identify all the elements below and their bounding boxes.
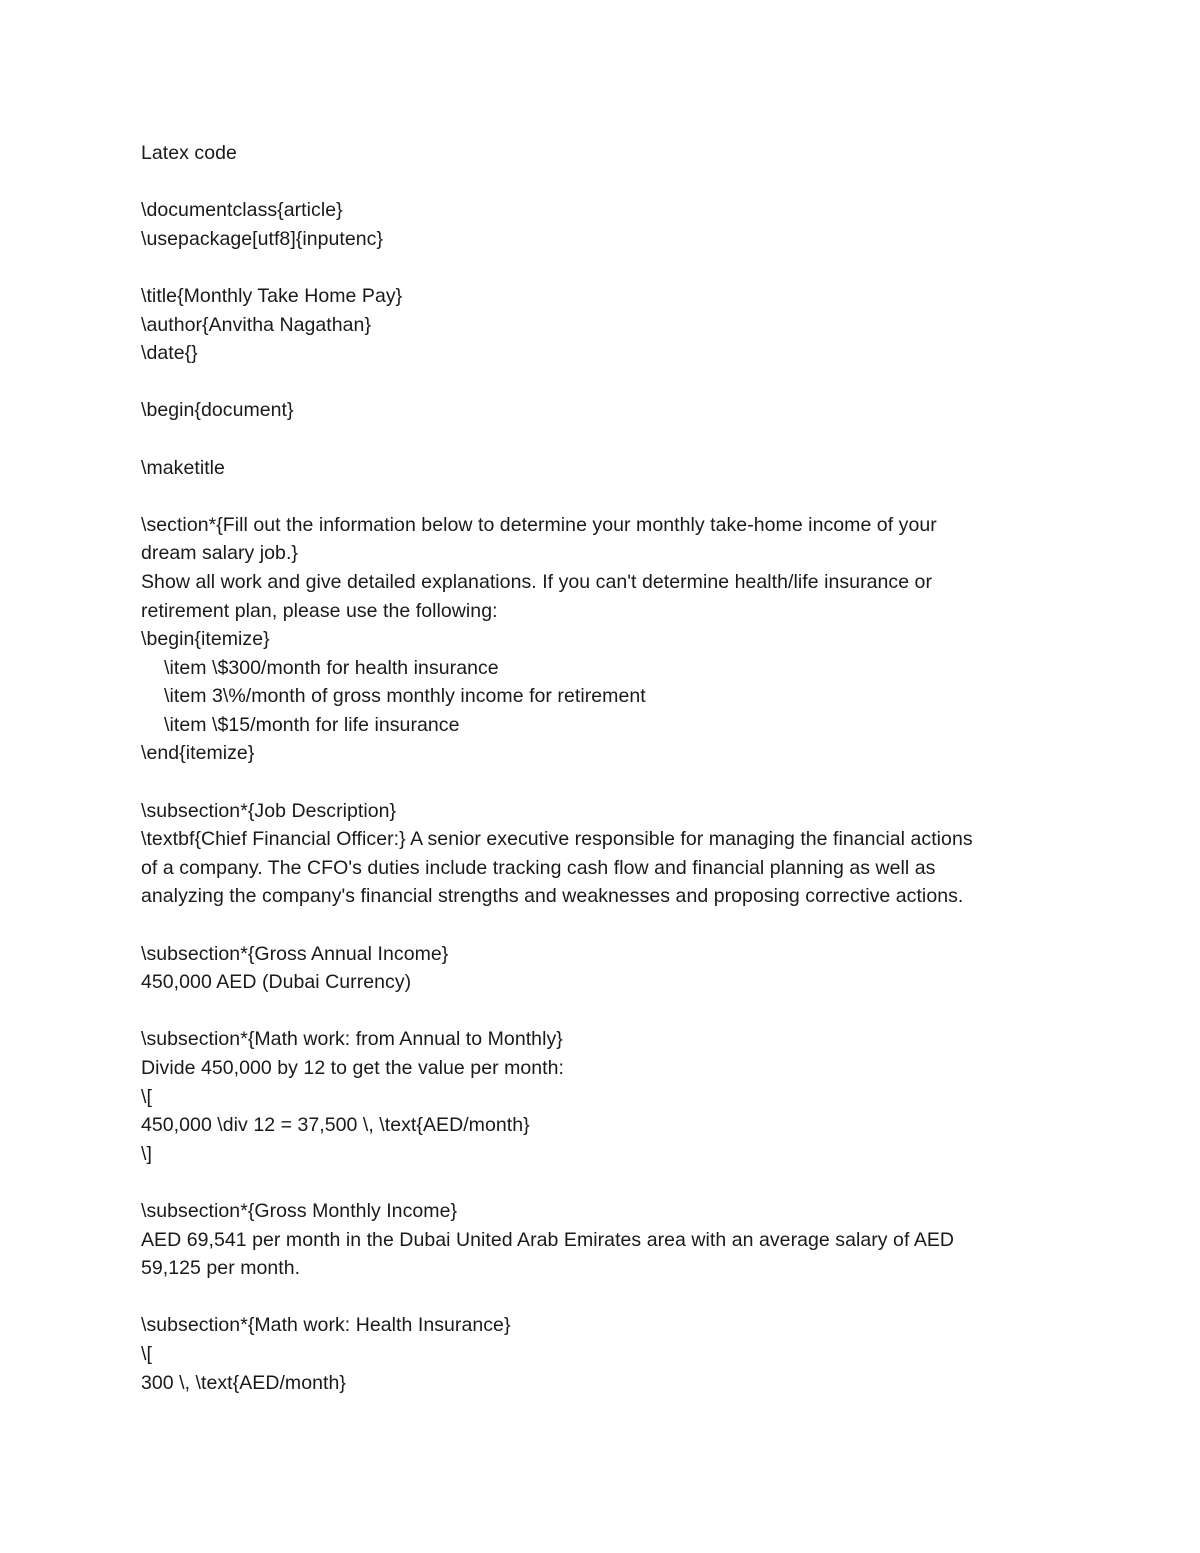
text-line: \maketitle xyxy=(141,456,225,479)
text-line: \begin{itemize} xyxy=(141,628,270,651)
blank-line xyxy=(141,997,1081,1026)
text-line: \item \$300/month for health insurance xyxy=(164,656,499,679)
text-line: \textbf{Chief Financial Officer:} A senior executive responsible for managing the financial actions xyxy=(141,828,973,851)
text-line: \subsection*{Math work: from Annual to Monthly} xyxy=(141,1028,563,1051)
text-line: \begin{document} xyxy=(141,399,294,422)
blank-line xyxy=(141,1283,1081,1312)
blank-line xyxy=(141,482,1081,511)
text-line: Latex code xyxy=(141,142,237,164)
text-line: \author{Anvitha Nagathan} xyxy=(141,313,372,336)
blank-line xyxy=(141,911,1081,940)
text-line: \subsection*{Job Description} xyxy=(141,799,397,822)
document-body xyxy=(141,139,1081,1397)
blank-line xyxy=(141,425,1081,454)
blank-line xyxy=(141,768,1081,797)
text-line: \documentclass{article} xyxy=(141,199,343,222)
text-line: of a company. The CFO's duties include tracking cash flow and financial planning as well as xyxy=(141,856,936,879)
text-line: \end{itemize} xyxy=(141,742,255,765)
text-line: \] xyxy=(141,1142,152,1165)
blank-line xyxy=(141,368,1081,397)
text-line: \subsection*{Gross Annual Income} xyxy=(141,942,449,965)
text-line: \[ xyxy=(141,1085,152,1108)
text-line: \item 3\%/month of gross monthly income for retirement xyxy=(164,685,646,708)
text-line: \item \$15/month for life insurance xyxy=(164,713,460,736)
blank-line xyxy=(141,253,1081,282)
text-line: 300 \, \text{AED/month} xyxy=(141,1371,346,1394)
text-line: AED 69,541 per month in the Dubai United Arab Emirates area with an average salary of AED xyxy=(141,1228,955,1251)
text-line: 450,000 \div 12 = 37,500 \, \text{AED/month} xyxy=(141,1114,530,1137)
text-line: \title{Monthly Take Home Pay} xyxy=(141,284,403,307)
text-line: \section*{Fill out the information below to determine your monthly take-home income of your xyxy=(141,513,937,536)
text-line: \[ xyxy=(141,1342,152,1365)
text-line: dream salary job.} xyxy=(141,542,298,565)
text-line: Show all work and give detailed explanations. If you can't determine health/life insurance or xyxy=(141,570,932,593)
text-line: 450,000 AED (Dubai Currency) xyxy=(141,971,412,994)
text-line: analyzing the company's financial strengths and weaknesses and proposing corrective actions. xyxy=(141,885,964,908)
blank-line xyxy=(141,168,1081,197)
text-line: Divide 450,000 by 12 to get the value per month: xyxy=(141,1057,565,1079)
text-line: \usepackage[utf8]{inputenc} xyxy=(141,227,384,250)
text-line: retirement plan, please use the following: xyxy=(141,599,498,622)
blank-line xyxy=(141,1168,1081,1197)
text-line: \date{} xyxy=(141,342,198,365)
text-line: \subsection*{Math work: Health Insurance} xyxy=(141,1314,511,1337)
text-line: \subsection*{Gross Monthly Income} xyxy=(141,1199,458,1222)
text-line: 59,125 per month. xyxy=(141,1257,301,1280)
